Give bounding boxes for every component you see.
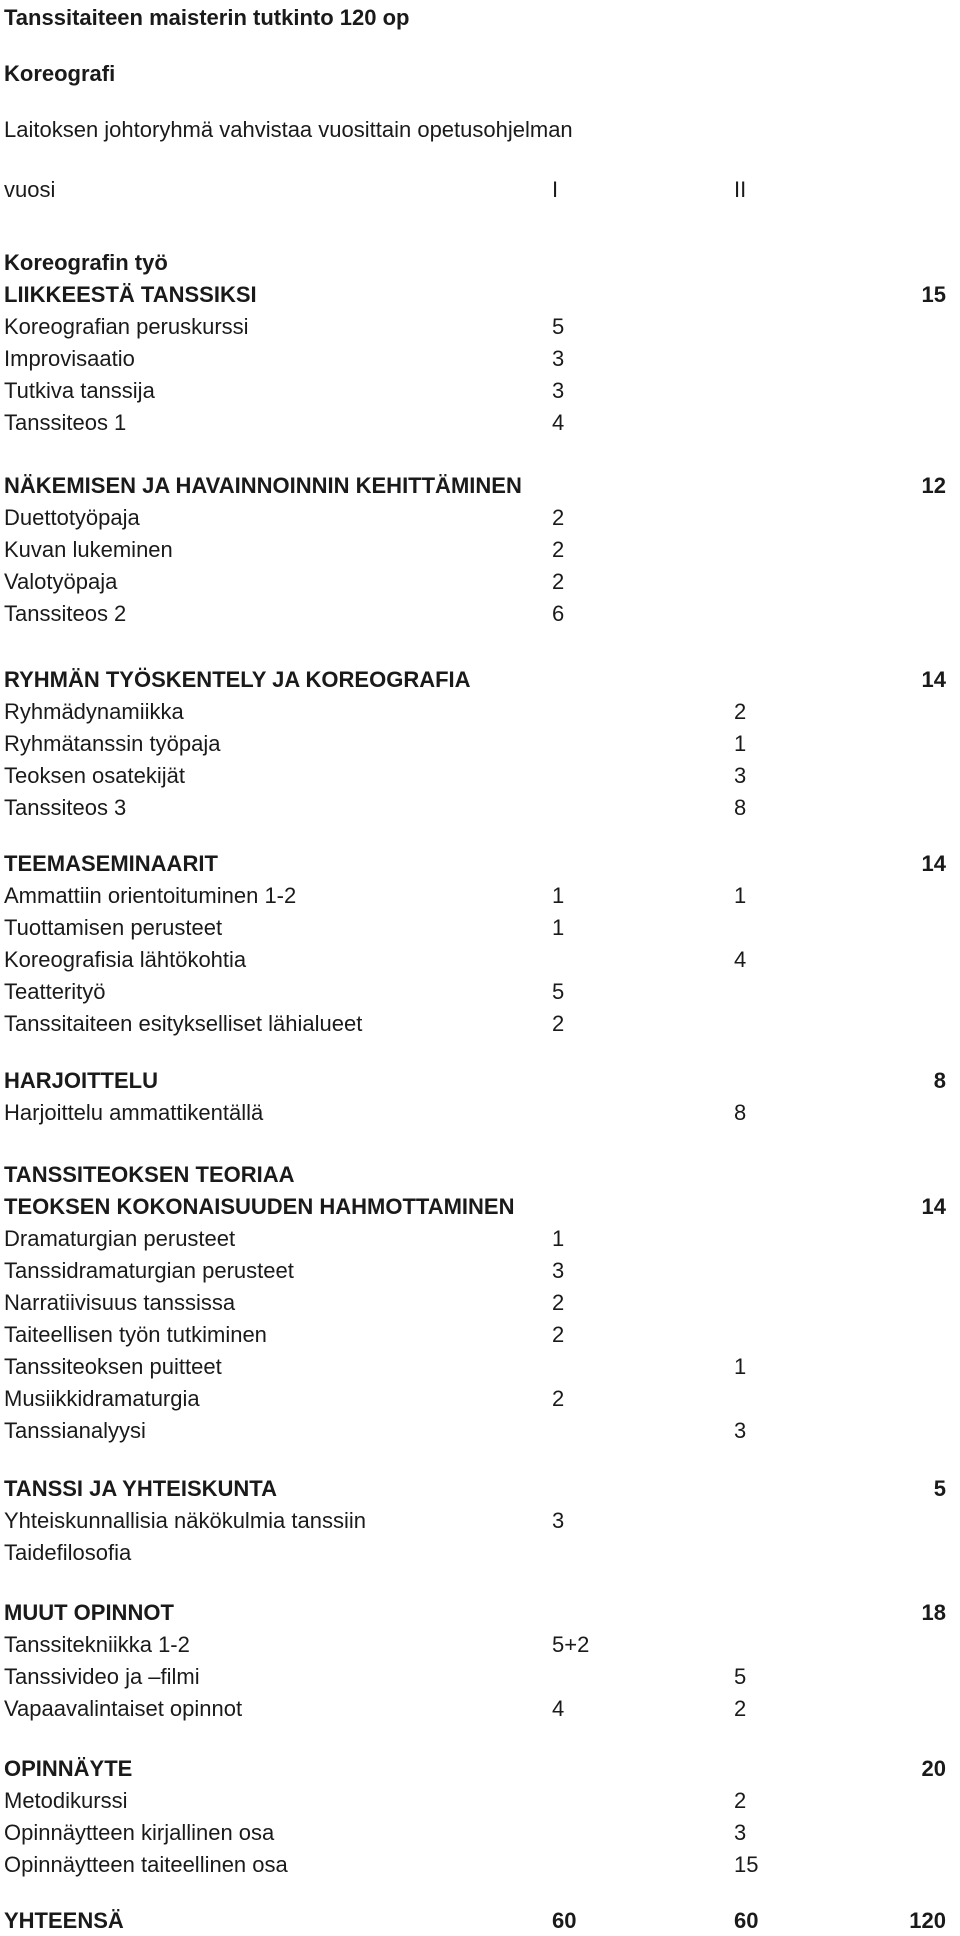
credits-year-2: 2 <box>734 1696 747 1721</box>
section-total-credits: 5 <box>933 1476 946 1501</box>
section-total-credits: 120 <box>909 1908 946 1933</box>
credits-year-1: 5+2 <box>552 1632 590 1657</box>
section-total-credits: 15 <box>921 282 946 307</box>
course-row <box>0 471 960 501</box>
course-row <box>0 1256 960 1286</box>
course-row <box>0 793 960 823</box>
section-heading: TEOKSEN KOKONAISUUDEN HAHMOTTAMINEN <box>4 1194 515 1219</box>
course-name: Teatterityö <box>4 979 106 1004</box>
course-row <box>0 697 960 727</box>
section-heading: NÄKEMISEN JA HAVAINNOINNIN KEHITTÄMINEN <box>4 473 522 498</box>
course-row <box>0 761 960 791</box>
course-row <box>0 1066 960 1096</box>
credits-year-1: 1 <box>552 915 565 940</box>
course-name: Tanssiteoksen puitteet <box>4 1354 222 1379</box>
credits-year-2: 3 <box>734 1820 747 1845</box>
course-row <box>0 376 960 406</box>
course-name: Teoksen osatekijät <box>4 763 185 788</box>
credits-year-1: 1 <box>552 883 565 908</box>
credits-year-1: 3 <box>552 346 565 371</box>
course-row <box>0 977 960 1007</box>
credits-year-1: 2 <box>552 505 565 530</box>
course-row <box>0 1538 960 1568</box>
course-row <box>0 945 960 975</box>
section-heading: OPINNÄYTE <box>4 1756 133 1781</box>
course-name: Narratiivisuus tanssissa <box>4 1290 236 1315</box>
course-row <box>0 1009 960 1039</box>
course-row <box>0 729 960 759</box>
course-row <box>0 567 960 597</box>
section-heading: MUUT OPINNOT <box>4 1600 174 1625</box>
section-heading: YHTEENSÄ <box>4 1908 124 1933</box>
credits-year-2: 8 <box>734 795 747 820</box>
credits-year-1: 2 <box>552 569 565 594</box>
course-name: Yhteiskunnallisia näkökulmia tanssiin <box>4 1508 366 1533</box>
credits-year-1: 3 <box>552 378 565 403</box>
credits-year-1: 60 <box>552 1908 577 1933</box>
course-row <box>0 1098 960 1128</box>
section-heading: Koreografin työ <box>4 250 168 275</box>
course-name: Tanssitekniikka 1-2 <box>4 1632 190 1657</box>
credits-year-2: 60 <box>734 1908 759 1933</box>
year-2-label: II <box>734 177 747 202</box>
course-row <box>0 881 960 911</box>
course-row <box>0 913 960 943</box>
course-row <box>0 503 960 533</box>
course-row <box>0 312 960 342</box>
course-name: Opinnäytteen taiteellinen osa <box>4 1852 288 1877</box>
credits-year-2: 15 <box>734 1852 759 1877</box>
course-name: Dramaturgian perusteet <box>4 1226 236 1251</box>
course-name: Tanssiteos 2 <box>4 601 127 626</box>
credits-year-1: 4 <box>552 1696 565 1721</box>
course-row <box>0 1416 960 1446</box>
credits-year-2: 4 <box>734 947 747 972</box>
course-row <box>0 1474 960 1504</box>
course-name: Koreografian peruskurssi <box>4 314 249 339</box>
course-name: Musiikkidramaturgia <box>4 1386 200 1411</box>
section-heading: LIIKKEESTÄ TANSSIKSI <box>4 282 257 307</box>
course-name: Tuottamisen perusteet <box>4 915 223 940</box>
course-name: Metodikurssi <box>4 1788 128 1813</box>
course-name: Duettotyöpaja <box>4 505 140 530</box>
credits-year-2: 1 <box>734 883 747 908</box>
credits-year-2: 2 <box>734 699 747 724</box>
course-row <box>0 1906 960 1936</box>
section-heading: RYHMÄN TYÖSKENTELY JA KOREOGRAFIA <box>4 667 471 692</box>
section-heading: TANSSITEOKSEN TEORIAA <box>4 1162 295 1187</box>
course-name: Improvisaatio <box>4 346 135 371</box>
course-name: Vapaavalintaiset opinnot <box>4 1696 243 1721</box>
course-name: Ryhmädynamiikka <box>4 699 184 724</box>
course-name: Tanssiteos 1 <box>4 410 127 435</box>
section-total-credits: 18 <box>921 1600 946 1625</box>
course-row <box>0 1384 960 1414</box>
course-name: Tanssidramaturgian perusteet <box>4 1258 294 1283</box>
document-title: Tanssitaiteen maisterin tutkinto 120 op <box>4 5 410 30</box>
course-row <box>0 849 960 879</box>
course-row <box>0 344 960 374</box>
section-total-credits: 8 <box>933 1068 946 1093</box>
course-name: Taiteellisen työn tutkiminen <box>4 1322 267 1347</box>
credits-year-1: 3 <box>552 1508 565 1533</box>
course-row <box>0 1662 960 1692</box>
credits-year-2: 5 <box>734 1664 747 1689</box>
course-name: Tutkiva tanssija <box>4 378 155 403</box>
course-row <box>0 1598 960 1628</box>
course-row <box>0 1320 960 1350</box>
course-row <box>0 1786 960 1816</box>
course-name: Tanssianalyysi <box>4 1418 146 1443</box>
document-title-row <box>0 3 960 33</box>
course-name: Harjoittelu ammattikentällä <box>4 1100 264 1125</box>
credits-year-1: 2 <box>552 1290 565 1315</box>
credits-year-1: 2 <box>552 1322 565 1347</box>
course-name: Kuvan lukeminen <box>4 537 173 562</box>
course-row <box>0 1850 960 1880</box>
course-name: Valotyöpaja <box>4 569 118 594</box>
credits-year-1: 5 <box>552 314 565 339</box>
credits-year-1: 1 <box>552 1226 565 1251</box>
course-row <box>0 1224 960 1254</box>
credits-year-2: 1 <box>734 731 747 756</box>
course-row <box>0 248 960 278</box>
course-row <box>0 1352 960 1382</box>
course-row <box>0 1192 960 1222</box>
course-name: Koreografisia lähtökohtia <box>4 947 247 972</box>
course-name: Ammattiin orientoituminen 1-2 <box>4 883 297 908</box>
section-total-credits: 20 <box>921 1756 946 1781</box>
year-label: vuosi <box>4 177 56 202</box>
course-row <box>0 599 960 629</box>
credits-year-1: 5 <box>552 979 565 1004</box>
course-row <box>0 535 960 565</box>
credits-year-1: 2 <box>552 1386 565 1411</box>
course-name: Tanssivideo ja –filmi <box>4 1664 200 1689</box>
program-subtitle-row <box>0 59 960 89</box>
credits-year-1: 4 <box>552 410 565 435</box>
course-row <box>0 665 960 695</box>
course-row <box>0 1754 960 1784</box>
course-row <box>0 1288 960 1318</box>
program-note: Laitoksen johtoryhmä vahvistaa vuosittain opetusohjelman <box>4 117 573 142</box>
course-name: Tanssiteos 3 <box>4 795 127 820</box>
course-name: Taidefilosofia <box>4 1540 132 1565</box>
program-subtitle: Koreografi <box>4 61 116 86</box>
credits-year-2: 2 <box>734 1788 747 1813</box>
course-name: Opinnäytteen kirjallinen osa <box>4 1820 275 1845</box>
course-row <box>0 1160 960 1190</box>
credits-year-2: 1 <box>734 1354 747 1379</box>
course-row <box>0 1630 960 1660</box>
section-total-credits: 12 <box>921 473 946 498</box>
section-total-credits: 14 <box>921 851 946 876</box>
credits-year-1: 2 <box>552 1011 565 1036</box>
credits-year-1: 6 <box>552 601 565 626</box>
year-1-label: I <box>552 177 559 202</box>
note-row <box>0 115 960 145</box>
course-row <box>0 280 960 310</box>
section-total-credits: 14 <box>921 1194 946 1219</box>
course-name: Tanssitaiteen esitykselliset lähialueet <box>4 1011 363 1036</box>
course-row <box>0 1818 960 1848</box>
year-header-row <box>0 175 960 205</box>
course-name: Ryhmätanssin työpaja <box>4 731 221 756</box>
section-heading: HARJOITTELU <box>4 1068 158 1093</box>
course-row <box>0 1694 960 1724</box>
credits-year-2: 3 <box>734 1418 747 1443</box>
section-heading: TANSSI JA YHTEISKUNTA <box>4 1476 277 1501</box>
course-row <box>0 408 960 438</box>
credits-year-2: 3 <box>734 763 747 788</box>
credits-year-1: 2 <box>552 537 565 562</box>
credits-year-1: 3 <box>552 1258 565 1283</box>
section-total-credits: 14 <box>921 667 946 692</box>
credits-year-2: 8 <box>734 1100 747 1125</box>
section-heading: TEEMASEMINAARIT <box>4 851 218 876</box>
course-row <box>0 1506 960 1536</box>
